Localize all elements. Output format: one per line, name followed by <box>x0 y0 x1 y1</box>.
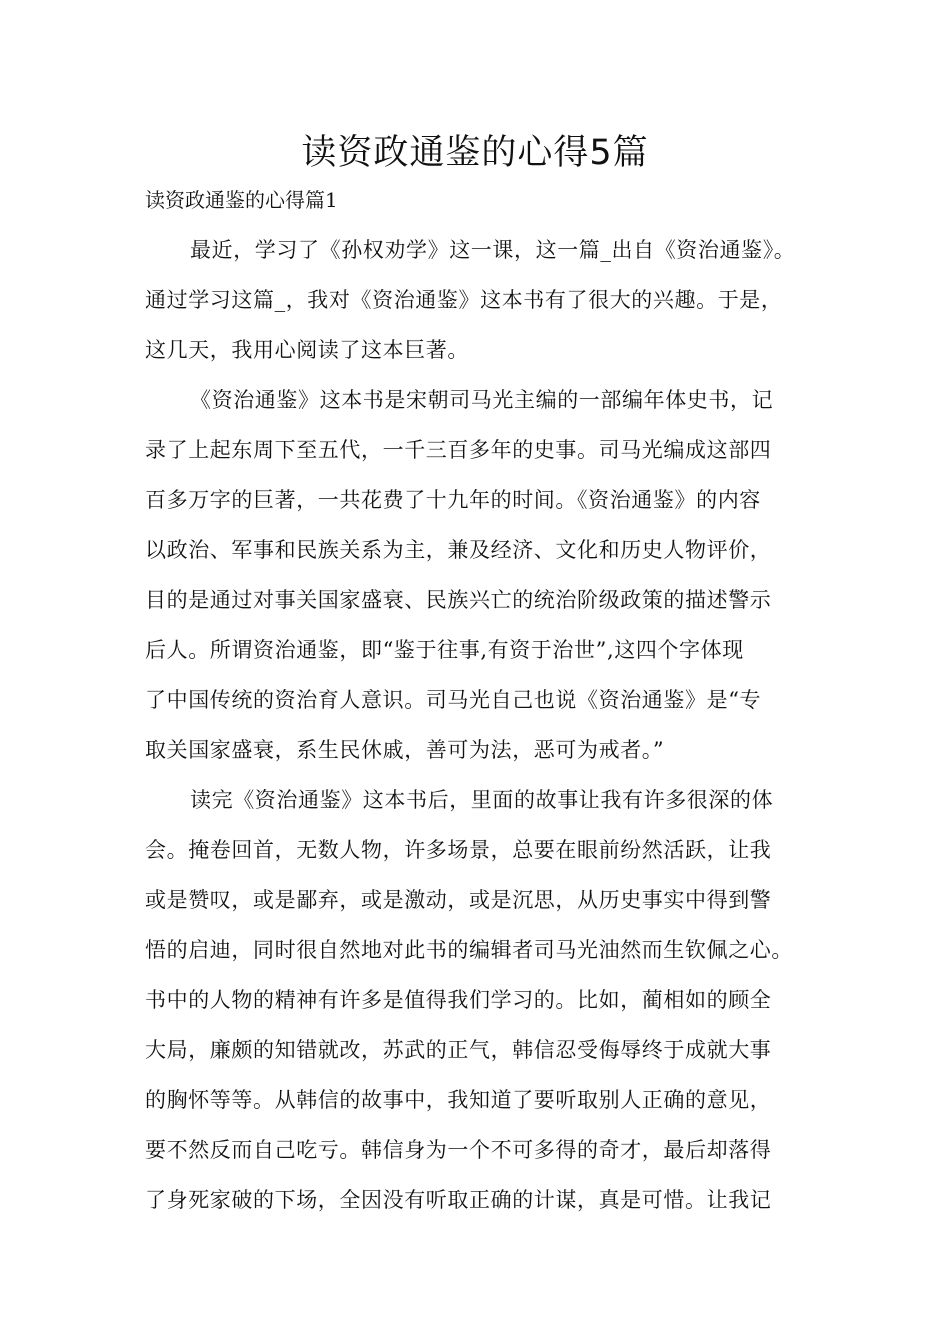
paragraph-line: 要不然反而自己吃亏。韩信身为一个不可多得的奇才，最后却落得 <box>145 1138 772 1162</box>
paragraph-line: 读完《资治通鉴》这本书后，里面的故事让我有许多很深的体 <box>190 788 774 812</box>
paragraph-line: 悟的启迪，同时很自然地对此书的编辑者司马光油然而生钦佩之心。 <box>145 938 793 962</box>
paragraph-line: 录了上起东周下至五代，一千三百多年的史事。司马光编成这部四 <box>145 438 772 462</box>
paragraph-line: 百多万字的巨著，一共花费了十九年的时间。《资治通鉴》的内容 <box>145 488 761 512</box>
section-heading: 读资政通鉴的心得篇1 <box>145 188 338 212</box>
paragraph-line: 书中的人物的精神有许多是值得我们学习的。比如，蔺相如的顾全 <box>145 988 772 1012</box>
paragraph-line: 最近，学习了《孙权劝学》这一课，这一篇_出自《资治通鉴》。 <box>190 238 796 262</box>
paragraph-line: 取关国家盛衰，系生民休戚，善可为法，恶可为戒者。” <box>145 738 665 762</box>
paragraph-line: 大局，廉颇的知错就改，苏武的正气，韩信忍受侮辱终于成就大事 <box>145 1038 772 1062</box>
paragraph-line: 以政治、军事和民族关系为主，兼及经济、文化和历史人物评价， <box>145 538 772 562</box>
document-title: 读资政通鉴的心得5篇 <box>301 133 649 173</box>
paragraph-line: 《资治通鉴》这本书是宋朝司马光主编的一部编年体史书，记 <box>190 388 774 412</box>
paragraph-line: 会。掩卷回首，无数人物，许多场景，总要在眼前纷然活跃，让我 <box>145 838 772 862</box>
paragraph-line: 这几天，我用心阅读了这本巨著。 <box>145 338 469 362</box>
paragraph-line: 通过学习这篇_，我对《资治通鉴》这本书有了很大的兴趣。于是， <box>145 288 783 312</box>
paragraph-line: 或是赞叹，或是鄙弃，或是激动，或是沉思，从历史事实中得到警 <box>145 888 772 912</box>
paragraph-line: 了身死家破的下场，全因没有听取正确的计谋，真是可惜。让我记 <box>145 1188 772 1212</box>
paragraph-line: 的胸怀等等。从韩信的故事中，我知道了要听取别人正确的意见， <box>145 1088 772 1112</box>
paragraph-line: 后人。所谓资治通鉴，即“鉴于往事,有资于治世”,这四个字体现 <box>145 638 744 662</box>
paragraph-line: 目的是通过对事关国家盛衰、民族兴亡的统治阶级政策的描述警示 <box>145 588 772 612</box>
paragraph-line: 了中国传统的资治育人意识。司马光自己也说《资治通鉴》是“专 <box>145 688 762 712</box>
